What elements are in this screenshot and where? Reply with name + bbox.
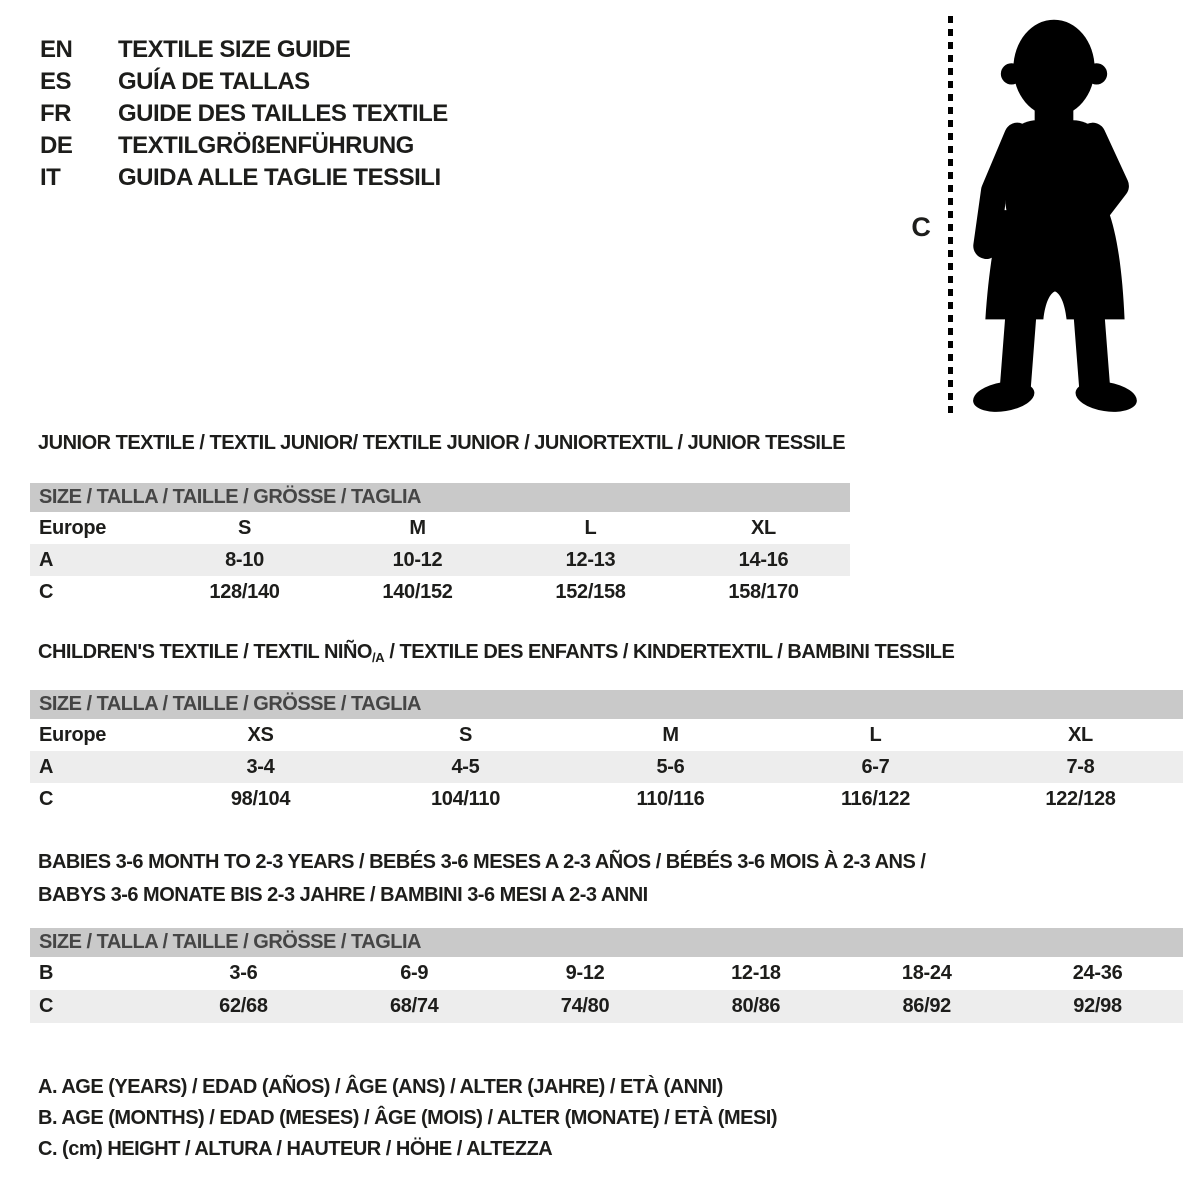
height-cell: 128/140	[209, 580, 280, 603]
language-row-es	[40, 66, 448, 98]
babies-table-title	[38, 846, 925, 912]
age-cell: 8-10	[225, 548, 264, 571]
language-row-it	[40, 162, 448, 194]
height-cell: 62/68	[219, 995, 268, 1017]
table-row-height-cm	[30, 576, 850, 608]
children-size-table	[30, 690, 1183, 815]
language-row-fr	[40, 98, 448, 130]
age-cell: 6-7	[861, 755, 890, 778]
row-label: A	[39, 548, 54, 571]
size-header-bar: SIZE / TALLA / TAILLE / GRÖSSE / TAGLIA	[30, 928, 1183, 957]
age-cell: 10-12	[392, 548, 443, 571]
size-cell: XL	[751, 516, 776, 539]
height-measure-label: C	[911, 212, 931, 242]
table-row-europe	[30, 512, 850, 544]
table-row-europe	[30, 719, 1183, 751]
guide-title-it: GUIDA ALLE TAGLIE TESSILI	[118, 164, 441, 191]
row-label: Europe	[39, 516, 107, 539]
table-row-height-cm	[30, 990, 1183, 1023]
table-row-age-months	[30, 957, 1183, 990]
language-row-en	[40, 34, 448, 66]
height-cell: 158/170	[728, 580, 799, 603]
language-title-list	[40, 34, 448, 194]
legend-line-a: A. AGE (YEARS) / EDAD (AÑOS) / ÂGE (ANS) / ALTER (JAHRE) / ETÀ (ANNI)	[38, 1076, 723, 1098]
age-cell: 4-5	[451, 755, 480, 778]
table-row-age-years	[30, 544, 850, 576]
legend-line-b: B. AGE (MONTHS) / EDAD (MESES) / ÂGE (MOIS) / ALTER (MONATE) / ETÀ (MESI)	[38, 1107, 778, 1129]
age-cell: 7-8	[1066, 755, 1095, 778]
height-cell: 86/92	[902, 995, 952, 1017]
height-cell: 74/80	[560, 995, 610, 1017]
row-label: A	[39, 755, 54, 778]
age-cell: 24-36	[1072, 962, 1123, 984]
height-cell: 116/122	[840, 787, 911, 810]
table-row-height-cm	[30, 783, 1183, 815]
row-label: Europe	[39, 723, 107, 746]
height-cell: 110/116	[636, 787, 705, 810]
size-cell: L	[584, 516, 597, 539]
size-cell: M	[662, 723, 679, 746]
height-cell: 152/158	[555, 580, 626, 603]
size-cell: M	[409, 516, 426, 539]
language-row-de	[40, 130, 448, 162]
children-title-main: CHILDREN'S TEXTILE / TEXTIL NIÑO	[38, 641, 372, 663]
guide-title-es: GUÍA DE TALLAS	[118, 68, 310, 95]
children-title-rest: / TEXTILE DES ENFANTS / KINDERTEXTIL / BAMBINI TESSILE	[384, 641, 955, 663]
language-code: ES	[40, 68, 72, 95]
size-cell: L	[869, 723, 882, 746]
size-cell: XL	[1068, 723, 1093, 746]
height-cell: 122/128	[1045, 787, 1116, 810]
age-cell: 6-9	[400, 962, 429, 984]
age-cell: 9-12	[565, 962, 605, 984]
height-cell: 104/110	[430, 787, 501, 810]
legend-line-c: C. (cm) HEIGHT / ALTURA / HAUTEUR / HÖHE / ALTEZZA	[38, 1138, 553, 1160]
row-label: C	[39, 580, 54, 603]
babies-title-line2: BABYS 3-6 MONATE BIS 2-3 JAHRE / BAMBINI 3-6 MESI A 2-3 ANNI	[38, 884, 648, 906]
size-cell: XS	[247, 723, 274, 746]
height-cell: 80/86	[731, 995, 781, 1017]
size-header-bar: SIZE / TALLA / TAILLE / GRÖSSE / TAGLIA	[30, 483, 850, 512]
height-measure-dashed-line	[948, 16, 953, 416]
toddler-silhouette-icon	[956, 12, 1152, 418]
age-cell: 18-24	[901, 962, 952, 984]
language-code: DE	[40, 132, 73, 159]
size-header-bar: SIZE / TALLA / TAILLE / GRÖSSE / TAGLIA	[30, 690, 1183, 719]
row-label: C	[39, 787, 54, 810]
height-cell: 140/152	[382, 580, 453, 603]
guide-title-fr: GUIDE DES TAILLES TEXTILE	[118, 100, 448, 127]
babies-title-line1: BABIES 3-6 MONTH TO 2-3 YEARS / BEBÉS 3-6 MESES A 2-3 AÑOS / BÉBÉS 3-6 MOIS À 2-3 ANS /	[38, 851, 926, 873]
height-cell: 92/98	[1073, 995, 1122, 1017]
children-table-title	[38, 641, 954, 665]
height-cell: 98/104	[230, 787, 291, 810]
language-code: IT	[40, 164, 61, 191]
height-cell: 68/74	[389, 995, 439, 1017]
size-cell: S	[458, 723, 473, 746]
age-cell: 3-4	[246, 755, 275, 778]
age-cell: 12-13	[565, 548, 616, 571]
row-label: B	[39, 962, 54, 984]
age-cell: 14-16	[738, 548, 789, 571]
babies-size-table	[30, 928, 1183, 1023]
size-cell: S	[237, 516, 252, 539]
children-title-subscript: /A	[371, 650, 385, 665]
guide-title-en: TEXTILE SIZE GUIDE	[118, 36, 351, 63]
language-code: FR	[40, 100, 71, 127]
row-label: C	[39, 995, 54, 1017]
age-cell: 5-6	[656, 755, 685, 778]
junior-size-table	[30, 483, 850, 608]
age-cell: 12-18	[731, 962, 781, 984]
age-cell: 3-6	[229, 962, 258, 984]
junior-table-title: JUNIOR TEXTILE / TEXTIL JUNIOR/ TEXTILE JUNIOR / JUNIORTEXTIL / JUNIOR TESSILE	[38, 432, 846, 454]
legend	[38, 1072, 777, 1165]
guide-title-de: TEXTILGRÖßENFÜHRUNG	[118, 132, 414, 159]
language-code: EN	[40, 36, 73, 63]
table-row-age-years	[30, 751, 1183, 783]
